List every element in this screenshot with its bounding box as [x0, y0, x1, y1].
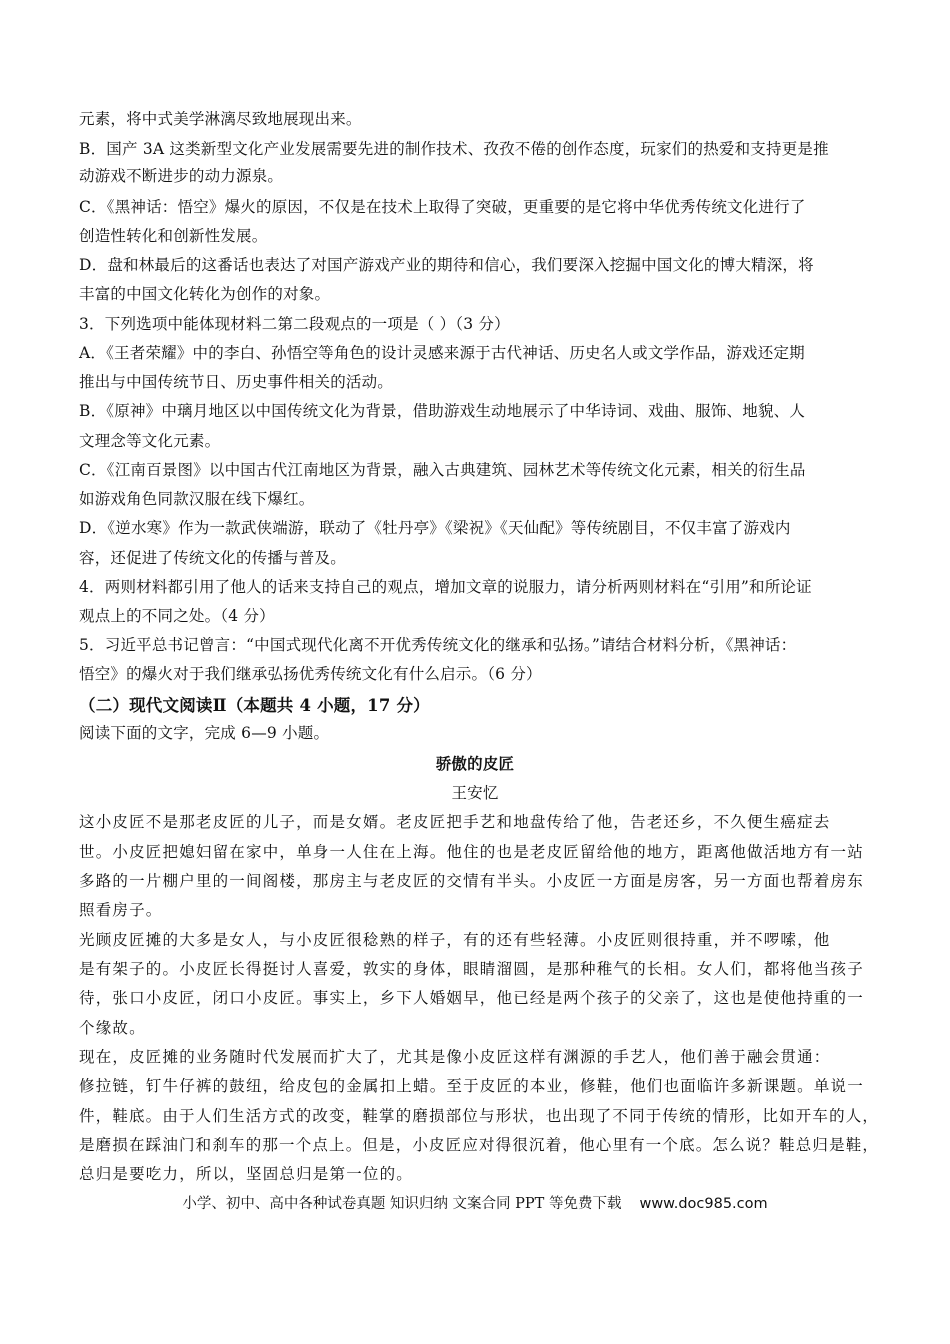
story-line: 是有架子的。小皮匠长得挺讨人喜爱，敦实的身体，眼睛溜圆，是那种稚气的长相。女人们，都将他当孩子	[79, 960, 864, 978]
reading-instruction: 阅读下面的文字，完成 6—9 小题。	[79, 724, 330, 742]
text-line: 推出与中国传统节日、历史事件相关的活动。	[79, 373, 394, 391]
text-line: 观点上的不同之处。（4 分）	[79, 607, 275, 625]
text-line: 悟空》的爆火对于我们继承弘扬优秀传统文化有什么启示。（6 分）	[79, 665, 542, 683]
story-line: 多路的一片棚户里的一间阁楼，那房主与老皮匠的交情有半头。小皮匠一方面是房客，另一方面也帮着房东	[79, 872, 864, 890]
question-5: 5．习近平总书记曾言：“中国式现代化离不开优秀传统文化的继承和弘扬。”请结合材料分析，《黑神话：	[79, 636, 797, 654]
option-c-line: C．《黑神话：悟空》爆火的原因，不仅是在技术上取得了突破，更重要的是它将中华优秀传统文化进行了	[79, 198, 806, 216]
story-line: 总归是要吃力，所以，坚固总归是第一位的。	[79, 1165, 414, 1183]
option-b-line: B．《原神》中璃月地区以中国传统文化为背景，借助游戏生动地展示了中华诗词、戏曲、服饰、地貌、人	[79, 402, 806, 420]
section-heading: （二）现代文阅读Ⅱ（本题共 4 小题，17 分）	[79, 696, 430, 715]
story-line: 这小皮匠不是那老皮匠的儿子，而是女婿。老皮匠把手艺和地盘传给了他，告老还乡，不久便生癌症去	[79, 813, 831, 831]
footer-text: 小学、初中、高中各种试卷真题 知识归纳 文案合同 PPT 等免费下载	[182, 1196, 622, 1212]
text-line: 如游戏角色同款汉服在线下爆红。	[79, 490, 315, 508]
text-line: 创造性转化和创新性发展。	[79, 227, 268, 245]
option-c-line: C．《江南百景图》以中国古代江南地区为背景，融入古典建筑、园林艺术等传统文化元素，相关的衍生品	[79, 461, 806, 479]
option-a-line: A．《王者荣耀》中的李白、孙悟空等角色的设计灵感来源于古代神话、历史名人或文学作品，游戏还定期	[79, 344, 805, 362]
story-line: 个缘故。	[79, 1019, 146, 1037]
text-line: 元素，将中式美学淋漓尽致地展现出来。	[79, 110, 362, 128]
footer-url-link[interactable]: www.doc985.com	[639, 1196, 768, 1212]
story-line: 件，鞋底。由于人们生活方式的改变，鞋掌的磨损部位与形状，也出现了不同于传统的情形，比如开车的人，	[79, 1107, 880, 1125]
question-3: 3．下列选项中能体现材料二第二段观点的一项是（ ）（3 分）	[79, 315, 510, 333]
story-line: 现在，皮匠摊的业务随时代发展而扩大了，尤其是像小皮匠这样有渊源的手艺人，他们善于融会贯通：	[79, 1048, 831, 1066]
question-4: 4．两则材料都引用了他人的话来支持自己的观点，增加文章的说服力，请分析两则材料在“引用”和所论证	[79, 578, 812, 596]
story-line: 修拉链，钉牛仔裤的鼓纽，给皮包的金属扣上蜡。至于皮匠的本业，修鞋，他们也面临许多新课题。单说一	[79, 1077, 864, 1095]
story-line: 待，张口小皮匠，闭口小皮匠。事实上，乡下人婚姻早，他已经是两个孩子的父亲了，这也是使他持重的一	[79, 989, 864, 1007]
story-line: 是磨损在踩油门和刹车的那一个点上。但是，小皮匠应对得很沉着，他心里有一个底。怎么说？鞋总归是鞋，	[79, 1136, 880, 1154]
story-author: 王安忆	[451, 784, 499, 802]
story-line: 光顾皮匠摊的大多是女人，与小皮匠很稔熟的样子，有的还有些轻薄。小皮匠则很持重，并不啰嗦，他	[79, 931, 831, 949]
text-line: 文理念等文化元素。	[79, 432, 221, 450]
option-d-line: D．盘和林最后的这番话也表达了对国产游戏产业的期待和信心，我们要深入挖掘中国文化的博大精深，将	[79, 256, 814, 274]
text-line: 容，还促进了传统文化的传播与普及。	[79, 549, 346, 567]
option-d-line: D．《逆水寒》作为一款武侠端游，联动了《牡丹亭》《梁祝》《天仙配》等传统剧目，不仅丰富了游戏内	[79, 519, 791, 537]
option-b-line: B．国产 3A 这类新型文化产业发展需要先进的制作技术、孜孜不倦的创作态度，玩家们的热爱和支持更是推	[79, 140, 829, 158]
page-footer	[0, 1192, 950, 1213]
story-line: 世。小皮匠把媳妇留在家中，单身一人住在上海。他住的也是老皮匠留给他的地方，距离他做活地方有一站	[79, 843, 864, 861]
story-title: 骄傲的皮匠	[435, 754, 515, 773]
text-line: 丰富的中国文化转化为创作的对象。	[79, 285, 331, 303]
text-line: 动游戏不断进步的动力源泉。	[79, 167, 284, 185]
story-line: 照看房子。	[79, 901, 163, 919]
